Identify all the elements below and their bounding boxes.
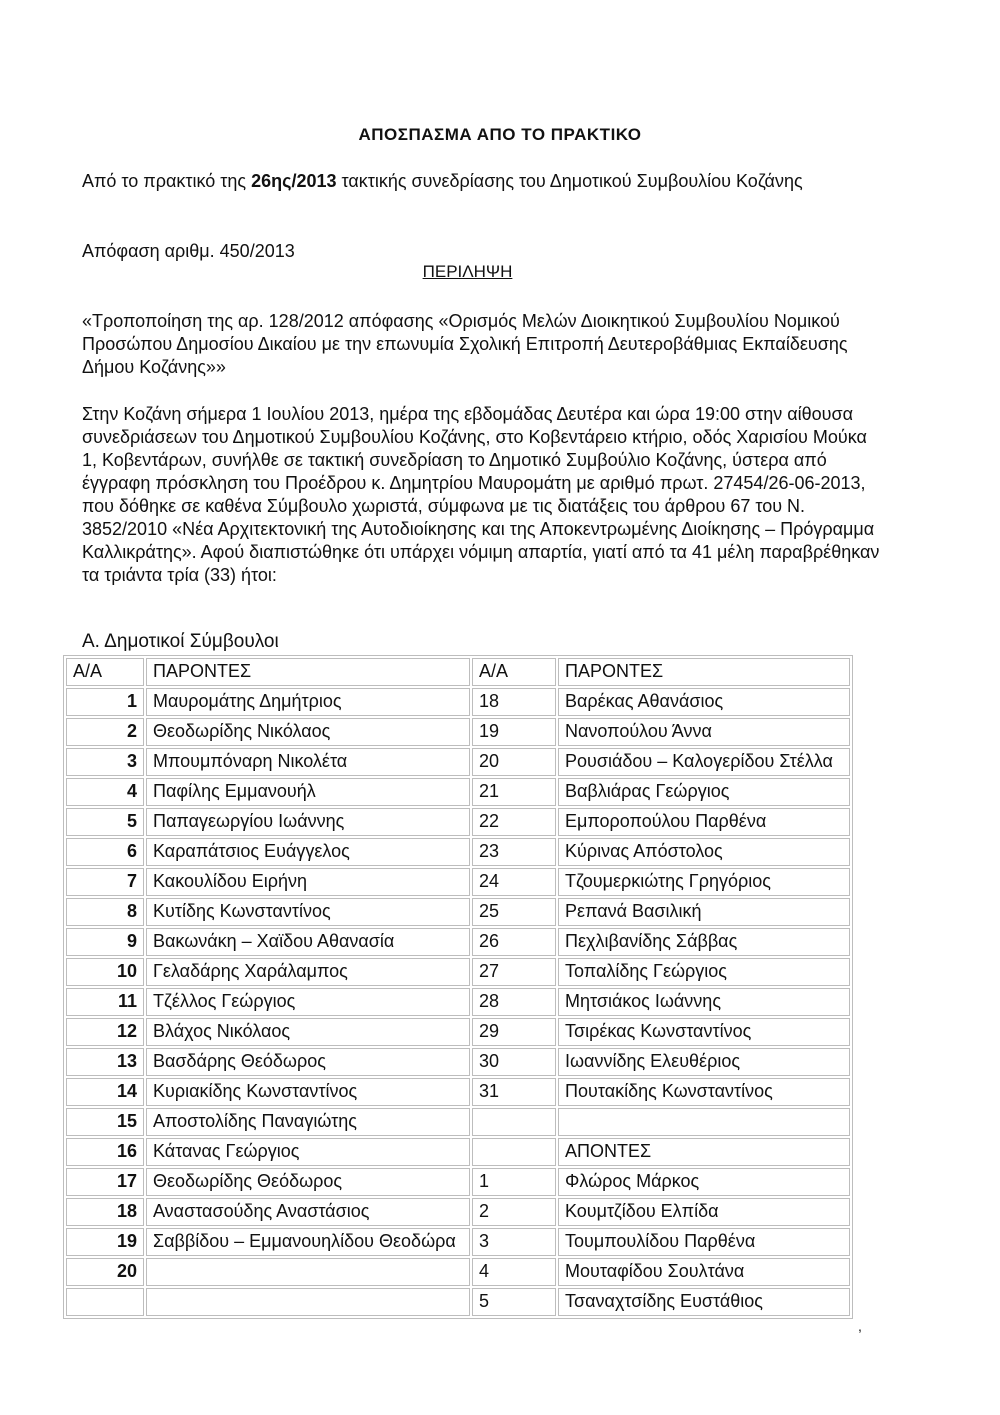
- table-row: [66, 1228, 850, 1256]
- row-number-left: [66, 1288, 144, 1316]
- member-name-right: Φλώρος Μάρκος: [558, 1168, 850, 1196]
- row-number-right: 4: [472, 1258, 556, 1286]
- row-number-left: 1: [66, 688, 144, 716]
- row-number-right: 26: [472, 928, 556, 956]
- table-row: [66, 778, 850, 806]
- row-number-left: 20: [66, 1258, 144, 1286]
- table-row: [66, 868, 850, 896]
- row-number-left: 11: [66, 988, 144, 1016]
- table-row: [66, 748, 850, 776]
- row-number-left: 3: [66, 748, 144, 776]
- row-number-right: 29: [472, 1018, 556, 1046]
- member-name-right: Νανοπούλου Άννα: [558, 718, 850, 746]
- row-number-left: 10: [66, 958, 144, 986]
- header-present-1: ΠΑΡΟΝΤΕΣ: [146, 658, 470, 686]
- row-number-right: 25: [472, 898, 556, 926]
- header-present-2: ΠΑΡΟΝΤΕΣ: [558, 658, 850, 686]
- header-aa-2: Α/Α: [472, 658, 556, 686]
- member-name-left: Μπουμπόναρη Νικολέτα: [146, 748, 470, 776]
- intro-suffix: τακτικής συνεδρίασης του Δημοτικού Συμβουλίου Κοζάνης: [336, 171, 803, 191]
- member-name-left: Τζέλλος Γεώργιος: [146, 988, 470, 1016]
- table-row: [66, 958, 850, 986]
- member-name-left: Καραπάτσιος Ευάγγελος: [146, 838, 470, 866]
- row-number-right: 3: [472, 1228, 556, 1256]
- decision-number: Απόφαση αριθμ. 450/2013: [82, 241, 295, 261]
- member-name-right: Τοπαλίδης Γεώργιος: [558, 958, 850, 986]
- member-name-right: Πουτακίδης Κωνσταντίνος: [558, 1078, 850, 1106]
- member-name-left: Παπαγεωργίου Ιωάννης: [146, 808, 470, 836]
- row-number-right: 21: [472, 778, 556, 806]
- row-number-left: 13: [66, 1048, 144, 1076]
- member-name-left: Κάτανας Γεώργιος: [146, 1138, 470, 1166]
- row-number-left: 7: [66, 868, 144, 896]
- table-row: [66, 1168, 850, 1196]
- member-name-right: Τζουμερκιώτης Γρηγόριος: [558, 868, 850, 896]
- member-name-right: Μουταφίδου Σουλτάνα: [558, 1258, 850, 1286]
- table-row: [66, 898, 850, 926]
- row-number-left: 2: [66, 718, 144, 746]
- member-name-left: Σαββίδου – Εμμανουηλίδου Θεοδώρα: [146, 1228, 470, 1256]
- member-name-right: Πεχλιβανίδης Σάββας: [558, 928, 850, 956]
- row-number-left: 15: [66, 1108, 144, 1136]
- member-name-right: Κουμτζίδου Ελπίδα: [558, 1198, 850, 1226]
- row-number-left: 8: [66, 898, 144, 926]
- row-number-left: 19: [66, 1228, 144, 1256]
- member-name-left: Βακωνάκη – Χαϊδου Αθανασία: [146, 928, 470, 956]
- row-number-right: [472, 1138, 556, 1166]
- table-row: [66, 1078, 850, 1106]
- page-mark: ,: [858, 1318, 862, 1334]
- member-name-right: Τσιρέκας Κωνσταντίνος: [558, 1018, 850, 1046]
- table-row: [66, 838, 850, 866]
- row-number-left: 5: [66, 808, 144, 836]
- member-name-left: Μαυρομάτης Δημήτριος: [146, 688, 470, 716]
- intro-paragraph: [82, 170, 880, 193]
- table-row: [66, 988, 850, 1016]
- row-number-left: 16: [66, 1138, 144, 1166]
- row-number-right: 5: [472, 1288, 556, 1316]
- document-heading: ΑΠΟΣΠΑΣΜΑ ΑΠΟ ΤΟ ΠΡΑΚΤΙΚΟ: [358, 125, 642, 144]
- member-name-right: Μητσιάκος Ιωάννης: [558, 988, 850, 1016]
- row-number-right: [472, 1108, 556, 1136]
- row-number-right: 22: [472, 808, 556, 836]
- table-row: [66, 1018, 850, 1046]
- row-number-right: 2: [472, 1198, 556, 1226]
- table-row: [66, 928, 850, 956]
- member-name-right: Βαβλιάρας Γεώργιος: [558, 778, 850, 806]
- member-name-left: Γελαδάρης Χαράλαμπος: [146, 958, 470, 986]
- row-number-left: 9: [66, 928, 144, 956]
- member-name-left: [146, 1288, 470, 1316]
- row-number-right: 27: [472, 958, 556, 986]
- row-number-left: 12: [66, 1018, 144, 1046]
- intro-prefix: Από το πρακτικό της: [82, 171, 252, 191]
- members-table: [63, 655, 853, 1319]
- table-row: [66, 1048, 850, 1076]
- member-name-right: ΑΠΟΝΤΕΣ: [558, 1138, 850, 1166]
- member-name-left: Βασδάρης Θεόδωρος: [146, 1048, 470, 1076]
- member-name-left: Θεοδωρίδης Νικόλαος: [146, 718, 470, 746]
- table-header-row: [66, 658, 850, 686]
- row-number-right: 30: [472, 1048, 556, 1076]
- row-number-right: 23: [472, 838, 556, 866]
- table-row: [66, 718, 850, 746]
- member-name-left: Θεοδωρίδης Θεόδωρος: [146, 1168, 470, 1196]
- member-name-left: Αναστασούδης Αναστάσιος: [146, 1198, 470, 1226]
- member-name-right: [558, 1108, 850, 1136]
- member-name-left: Αποστολίδης Παναγιώτης: [146, 1108, 470, 1136]
- table-row: [66, 1138, 850, 1166]
- subject-paragraph: «Τροποποίηση της αρ. 128/2012 απόφασης «Ορισμός Μελών Διοικητικού Συμβουλίου Νομικού Προσώπου Δημοσίου Δικαίου με την επωνυμία Σχολική Επιτροπή Δευτεροβάθμιας Εκπαίδευσης Δήμου Κοζάνης»»: [82, 311, 848, 377]
- body-paragraph: Στην Κοζάνη σήμερα 1 Ιουλίου 2013, ημέρα της εβδομάδας Δευτέρα και ώρα 19:00 στην αίθουσα συνεδριάσεων του Δημοτικού Συμβουλίου Κοζάνης, στο Κοβεντάρειο κτήριο, οδός Χαρισίου Μούκα 1, Κοβεντάρων, συνήλθε σε τακτική συνεδρίαση το Δημοτικό Συμβούλιο Κοζάνης, ύστερα από έγγραφη πρόσκληση του Προέδρου κ. Δημητρίου Μαυρομάτη με αριθμό πρωτ. 27454/26-06-2013, που δόθηκε σε καθένα Σύμβουλο χωριστά, σύμφωνα με τις διατάξεις του άρθρου 67 του Ν. 3852/2010 «Νέα Αρχιτεκτονική της Αυτοδιοίκησης και της Αποκεντρωμένης Διοίκησης – Πρόγραμμα Καλλικράτης». Αφού διαπιστώθηκε ότι υπάρχει νόμιμη απαρτία, γιατί από τα 41 μέλη παραβρέθηκαν τα τριάντα τρία (33) ήτοι:: [82, 404, 880, 585]
- member-name-right: Τσαναχτσίδης Ευστάθιος: [558, 1288, 850, 1316]
- row-number-right: 24: [472, 868, 556, 896]
- member-name-right: Εμποροπούλου Παρθένα: [558, 808, 850, 836]
- member-name-left: Κυτίδης Κωνσταντίνος: [146, 898, 470, 926]
- row-number-right: 18: [472, 688, 556, 716]
- table-row: [66, 688, 850, 716]
- member-name-right: Τουμπουλίδου Παρθένα: [558, 1228, 850, 1256]
- section-label: Α. Δημοτικοί Σύμβουλοι: [82, 631, 279, 652]
- member-name-right: Βαρέκας Αθανάσιος: [558, 688, 850, 716]
- row-number-left: 17: [66, 1168, 144, 1196]
- member-name-left: Κυριακίδης Κωνσταντίνος: [146, 1078, 470, 1106]
- row-number-right: 31: [472, 1078, 556, 1106]
- members-table-body: [66, 658, 850, 1316]
- row-number-right: 1: [472, 1168, 556, 1196]
- row-number-right: 20: [472, 748, 556, 776]
- member-name-left: Παφίλης Εμμανουήλ: [146, 778, 470, 806]
- table-row: [66, 1108, 850, 1136]
- row-number-right: 19: [472, 718, 556, 746]
- table-row: [66, 808, 850, 836]
- table-row: [66, 1288, 850, 1316]
- member-name-left: Κακουλίδου Ειρήνη: [146, 868, 470, 896]
- row-number-left: 4: [66, 778, 144, 806]
- member-name-right: Ρεπανά Βασιλική: [558, 898, 850, 926]
- row-number-left: 6: [66, 838, 144, 866]
- row-number-left: 14: [66, 1078, 144, 1106]
- table-row: [66, 1198, 850, 1226]
- row-number-left: 18: [66, 1198, 144, 1226]
- member-name-right: Κύρινας Απόστολος: [558, 838, 850, 866]
- header-aa-1: Α/Α: [66, 658, 144, 686]
- row-number-right: 28: [472, 988, 556, 1016]
- table-row: [66, 1258, 850, 1286]
- member-name-left: Βλάχος Νικόλαος: [146, 1018, 470, 1046]
- member-name-left: [146, 1258, 470, 1286]
- summary-heading: ΠΕΡΙΛΗΨΗ: [422, 262, 513, 281]
- member-name-right: Ιωαννίδης Ελευθέριος: [558, 1048, 850, 1076]
- intro-session-number: 26ης/2013: [251, 171, 337, 191]
- member-name-right: Ρουσιάδου – Καλογερίδου Στέλλα: [558, 748, 850, 776]
